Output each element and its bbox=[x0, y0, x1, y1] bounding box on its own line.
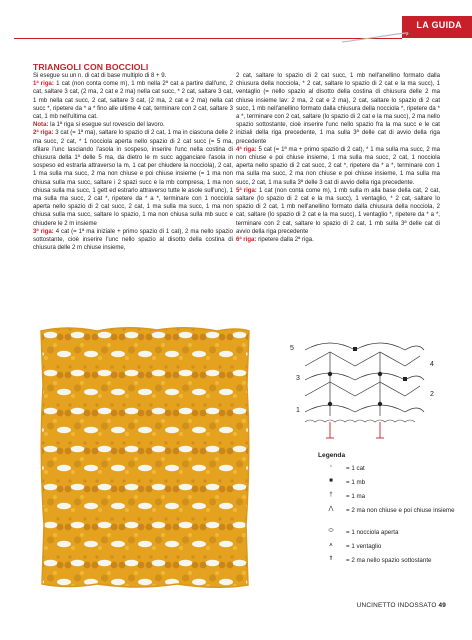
row-text: 1 cat (non conta come m), 1 mb sulla m alla base della cat, 2 cat, saltare (lo spazio di 2 cat e la ma succ), 1 ventaglio, * 2 cat, saltare lo spazio di 2 cat, 1 mb nell'anellino formato dalla chiusura della nocciola, 2 cat, saltare (lo spazio di 2 cat e la ma succ), 1 ventaglio *, ripetere da * a *, terminare con 2 cat, saltare lo spazio di 2 cat, 1 mb sulla 3ª delle cat di avvio della riga precedente bbox=[236, 187, 440, 235]
instruction-paragraph bbox=[236, 146, 440, 187]
legend-text: = 1 nocciola aperta bbox=[346, 529, 399, 536]
row-text: la 1ª riga si esegue sul rovescio del lavoro. bbox=[48, 122, 165, 129]
legend-title: Legenda bbox=[318, 452, 346, 459]
row-label: Nota: bbox=[33, 122, 49, 129]
legend-item bbox=[318, 463, 458, 477]
fan-icon: ⩚ bbox=[329, 541, 333, 548]
diagram-row-number: 5 bbox=[290, 345, 294, 352]
diagram-row-number: 3 bbox=[296, 375, 300, 382]
diagram-row-number: 4 bbox=[430, 361, 434, 368]
crochet-chart bbox=[290, 330, 440, 448]
cross-stem-icon: † bbox=[329, 491, 333, 498]
instruction-paragraph bbox=[236, 72, 440, 146]
instruction-paragraph bbox=[33, 129, 233, 227]
row-text: 2 cat, saltare lo spazio di 2 cat succ, 1 mb nell'anellino formato dalla chiusura della nocciola, * 2 cat, saltare lo spazio di 2 cat e la ma succ), 1 ventaglio (= nello spazio al disotto della costina di chiusura delle 2 ma chiuse insieme lav: 2 ma, 2 cat e 2 ma), 2 cat, saltare lo spazio di 2 cat succ, 1 mb nell'anellino formato dalla chiusura della nocciola *, ripetere da * a *, terminare con 2 cat, saltare (lo spazio di 2 cat e la ma succ), 2 ma nello spazio sottostante, cioè inserire l'unc nello spazio fra la ma succ e le cat iniziali della riga precedente, 1 ma sulla 3ª delle cat di avvio della riga precedente bbox=[236, 73, 440, 145]
row-label: 1ª riga: bbox=[33, 81, 54, 88]
page-header bbox=[0, 0, 472, 40]
intro-text: Si esegue su un n. di cat di base multiplo di 8 + 9. bbox=[33, 73, 167, 79]
row-text: 1 cat (non conta come m), 1 mb nella 2ª cat a partire dall'unc, 2 cat, saltare 3 cat, (2 ma, 2 cat e 2 ma) nella cat succ, * 2 cat, saltare 3 cat, 1 mb nella cat succ, 2 cat, saltare 3 cat, (2 ma, 2 cat e 2 ma) nella cat succ *, ripetere da * a * fino alle ultime 4 cat, terminare con 2 cat, saltare 3 cat, 1 mb nell'ultima cat. bbox=[33, 81, 233, 121]
row-text: 3 cat (= 1ª ma), saltare lo spazio di 2 cat, 1 ma in ciascuna delle 2 ma succ, 2 cat, * 1 nocciola aperta nello spazio di 2 cat succ (= 5 ma, sfilare l'unc lasciando l'asola in sospeso, inserire l'unc nella costina di chiusura della 1ª delle 5 ma, da dietro le m succ agganciare l'asola in sospeso ed estrarla attraverso la m, 1 cat per chiudere la nocciola), 2 cat, 1 ma sulla ma succ, 2 ma non chiuse e poi chiuse insieme (= 1 ma non chiusa sulla ma succ, saltare i 2 spazi succ e la mb compresa, 1 ma non chiusa sulla ma succ, 1 gett ed estrarlo attraverso tutte le asole sull'unc), 1 ma sulla ma succ, 2 cat *, ripetere da * a *, terminare con 1 nocciola aperta nello spazio di 2 cat succ, 2 cat, 1 ma sulla ma succ, 1 ma non chiusa sulla ma succ, saltare lo spazio, 1 ma non chiusa sulla mb succ e chiudere le 2 m insieme bbox=[33, 130, 233, 227]
legend-item bbox=[318, 505, 458, 527]
legend-text: = 1 ma bbox=[346, 493, 366, 500]
oval-icon: ◦ bbox=[329, 463, 333, 470]
swatch-photo bbox=[37, 325, 252, 590]
row-label: 6ª riga: bbox=[236, 237, 257, 244]
row-label: 3ª riga: bbox=[33, 228, 54, 235]
diagram-row-number: 1 bbox=[296, 407, 300, 414]
row-text: 4 cat (= 1ª ma iniziale + primo spazio di 1 cat), 2 ma nello spazio sottostante, cioè inserire l'unc nello spazio al disotto della costina di chiusura delle 2 m chiuse insieme, bbox=[33, 228, 233, 252]
legend-text: = 1 cat bbox=[346, 465, 365, 472]
square-icon: ■ bbox=[329, 477, 333, 484]
diagram-row-number: 2 bbox=[430, 391, 434, 398]
row-label: 4ª riga: bbox=[236, 146, 257, 153]
legend-item bbox=[318, 555, 458, 577]
legend-item bbox=[318, 491, 458, 505]
legend-text: = 1 mb bbox=[346, 479, 366, 486]
row-label: 2ª riga: bbox=[33, 130, 54, 137]
instruction-paragraph bbox=[236, 236, 440, 244]
legend-text: = 2 ma non chiuse e poi chiuse insieme bbox=[346, 507, 455, 514]
row-label: 5ª riga: bbox=[236, 187, 257, 194]
row-text: ripetere dalla 2ª riga. bbox=[256, 237, 314, 244]
magazine-name: UNCINETTO INDOSSATO bbox=[356, 602, 437, 609]
legend-text: = 2 ma nello spazio sottostante bbox=[346, 557, 432, 564]
two-stems-icon: ⋀ bbox=[328, 505, 334, 512]
page-footer bbox=[357, 602, 446, 609]
legend-item bbox=[318, 477, 458, 491]
instructions-column-2 bbox=[236, 72, 440, 244]
crochet-hook-icon bbox=[340, 30, 410, 46]
bud-icon: ⬭ bbox=[328, 527, 334, 534]
legend-item bbox=[318, 541, 458, 555]
arrow-stem-icon: ⇑ bbox=[328, 555, 334, 562]
legend-text: = 1 ventaglio bbox=[346, 543, 382, 550]
section-label: LA GUIDA bbox=[416, 20, 462, 30]
instruction-paragraph bbox=[33, 121, 233, 129]
legend-item bbox=[318, 527, 458, 541]
row-text: 5 cat (= 1ª ma + primo spazio di 2 cat), * 1 ma sulla ma succ, 2 ma non chiuse e poi chiuse insieme, 1 ma sulla ma succ, 2 cat, 1 nocciola aperta nello spazio di 2 cat succ, 2 cat *, ripetere da * a *, terminare con 1 ma sulla ma succ, 2 ma non chiuse e poi chiuse insieme, 1 ma sulla ma succ, 2 cat, 1 ma sulla 3ª delle 3 cat di avvio della riga precedente. bbox=[236, 146, 441, 186]
article-title: TRIANGOLI CON BOCCIOLI bbox=[33, 62, 149, 72]
page-number: 49 bbox=[438, 602, 446, 609]
instruction-paragraph bbox=[33, 80, 233, 121]
instruction-paragraph bbox=[236, 187, 440, 236]
legend bbox=[318, 452, 458, 577]
instructions-column-1 bbox=[33, 72, 233, 252]
instruction-paragraph bbox=[33, 228, 233, 253]
